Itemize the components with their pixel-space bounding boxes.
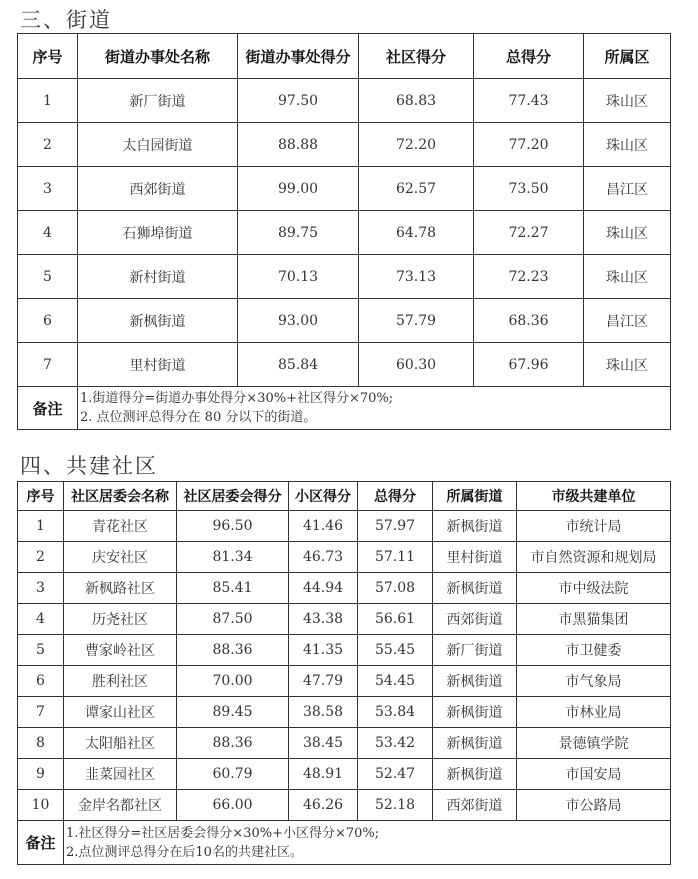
cell-index: 6 [18, 666, 64, 697]
cell-total-score: 55.45 [358, 635, 433, 666]
cell-district: 昌江区 [584, 167, 671, 211]
cell-street: 西郊街道 [433, 604, 517, 635]
cell-community-name: 太阳船社区 [64, 728, 177, 759]
section-4-title: 四、共建社区 [20, 454, 158, 478]
cell-community-name: 新枫路社区 [64, 573, 177, 604]
cell-community-score: 68.83 [359, 79, 474, 123]
cell-office-score: 89.75 [238, 211, 359, 255]
cell-community-score: 72.20 [359, 123, 474, 167]
note-row [18, 387, 671, 430]
cell-partner-unit: 市自然资源和规划局 [517, 542, 671, 573]
cell-community-name: 庆安社区 [64, 542, 177, 573]
cell-partner-unit: 市中级法院 [517, 573, 671, 604]
cell-district: 珠山区 [584, 79, 671, 123]
col-header-partner-unit: 市级共建单位 [517, 482, 671, 511]
table-header-row [18, 34, 671, 79]
note-row [18, 821, 671, 865]
cell-community-name: 金岸名都社区 [64, 790, 177, 821]
cell-district: 珠山区 [584, 255, 671, 299]
cell-committee-score: 87.50 [177, 604, 289, 635]
note-line: 2. 点位测评总得分在 80 分以下的街道。 [80, 410, 317, 425]
cell-office-score: 97.50 [238, 79, 359, 123]
cell-community-name: 胜利社区 [64, 666, 177, 697]
cell-committee-score: 60.79 [177, 759, 289, 790]
cell-index: 7 [18, 343, 78, 387]
cell-neighborhood-score: 46.26 [289, 790, 358, 821]
cell-community-name: 韭菜园社区 [64, 759, 177, 790]
cell-index: 8 [18, 728, 64, 759]
note-content [64, 821, 671, 865]
note-line: 2.点位测评总得分在后10名的共建社区。 [66, 844, 303, 860]
cell-district: 珠山区 [584, 123, 671, 167]
cell-total-score: 57.08 [358, 573, 433, 604]
cell-neighborhood-score: 48.91 [289, 759, 358, 790]
cell-community-name: 谭家山社区 [64, 697, 177, 728]
cell-committee-score: 70.00 [177, 666, 289, 697]
cell-neighborhood-score: 41.46 [289, 511, 358, 542]
streets-table-body [18, 79, 671, 387]
col-header-street: 所属街道 [433, 482, 517, 511]
cell-office-score: 85.84 [238, 343, 359, 387]
cell-neighborhood-score: 38.58 [289, 697, 358, 728]
cell-total-score: 68.36 [474, 299, 584, 343]
cell-partner-unit: 市林业局 [517, 697, 671, 728]
col-header-index: 序号 [18, 34, 78, 79]
cell-street-office: 新枫街道 [78, 299, 238, 343]
cell-committee-score: 66.00 [177, 790, 289, 821]
table-row [18, 123, 671, 167]
cell-index: 6 [18, 299, 78, 343]
cell-neighborhood-score: 44.94 [289, 573, 358, 604]
table-row [18, 79, 671, 123]
table-row [18, 299, 671, 343]
cell-street: 新枫街道 [433, 573, 517, 604]
cell-community-name: 曹家岭社区 [64, 635, 177, 666]
cell-total-score: 72.23 [474, 255, 584, 299]
cell-committee-score: 96.50 [177, 511, 289, 542]
cell-street: 新枫街道 [433, 511, 517, 542]
col-header-community-score: 社区得分 [359, 34, 474, 79]
cell-community-name: 青花社区 [64, 511, 177, 542]
cell-street: 新枫街道 [433, 697, 517, 728]
cell-total-score: 67.96 [474, 343, 584, 387]
cell-partner-unit: 市卫健委 [517, 635, 671, 666]
cell-community-name: 历尧社区 [64, 604, 177, 635]
col-header-district: 所属区 [584, 34, 671, 79]
cell-street: 新枫街道 [433, 666, 517, 697]
table-row [18, 759, 671, 790]
cell-total-score: 53.42 [358, 728, 433, 759]
col-header-index: 序号 [18, 482, 64, 511]
cell-street: 新枫街道 [433, 728, 517, 759]
cell-partner-unit: 市公路局 [517, 790, 671, 821]
cell-total-score: 53.84 [358, 697, 433, 728]
table-row [18, 697, 671, 728]
cell-index: 1 [18, 79, 78, 123]
cell-office-score: 99.00 [238, 167, 359, 211]
table-row [18, 666, 671, 697]
note-line: 1.社区得分=社区居委会得分×30%+小区得分×70%; [66, 825, 380, 841]
cell-index: 5 [18, 255, 78, 299]
cell-street-office: 西郊街道 [78, 167, 238, 211]
cell-total-score: 77.43 [474, 79, 584, 123]
cell-index: 2 [18, 123, 78, 167]
table-row [18, 167, 671, 211]
cell-index: 2 [18, 542, 64, 573]
cell-street-office: 新厂街道 [78, 79, 238, 123]
cell-neighborhood-score: 38.45 [289, 728, 358, 759]
note-line: 1.街道得分=街道办事处得分×30%+社区得分×70%; [80, 391, 394, 406]
cell-index: 10 [18, 790, 64, 821]
col-header-total-score: 总得分 [358, 482, 433, 511]
table-row [18, 511, 671, 542]
cell-street: 新厂街道 [433, 635, 517, 666]
cell-street-office: 石狮埠街道 [78, 211, 238, 255]
cell-committee-score: 88.36 [177, 728, 289, 759]
cell-partner-unit: 市气象局 [517, 666, 671, 697]
table-row [18, 728, 671, 759]
cell-partner-unit: 景德镇学院 [517, 728, 671, 759]
cell-district: 珠山区 [584, 211, 671, 255]
cell-committee-score: 88.36 [177, 635, 289, 666]
cell-partner-unit: 市统计局 [517, 511, 671, 542]
cell-neighborhood-score: 41.35 [289, 635, 358, 666]
cell-total-score: 57.11 [358, 542, 433, 573]
table-header-row [18, 482, 671, 511]
table-row [18, 211, 671, 255]
table-row [18, 255, 671, 299]
col-header-committee-score: 社区居委会得分 [177, 482, 289, 511]
col-header-total-score: 总得分 [474, 34, 584, 79]
cell-total-score: 54.45 [358, 666, 433, 697]
cell-total-score: 57.97 [358, 511, 433, 542]
cell-neighborhood-score: 47.79 [289, 666, 358, 697]
cell-neighborhood-score: 43.38 [289, 604, 358, 635]
cell-street-office: 里村街道 [78, 343, 238, 387]
col-header-neighborhood-score: 小区得分 [289, 482, 358, 511]
cell-street-office: 新村街道 [78, 255, 238, 299]
cell-office-score: 70.13 [238, 255, 359, 299]
cell-index: 3 [18, 573, 64, 604]
cell-index: 5 [18, 635, 64, 666]
cell-community-score: 62.57 [359, 167, 474, 211]
cell-street: 里村街道 [433, 542, 517, 573]
cell-total-score: 73.50 [474, 167, 584, 211]
section-3-title: 三、街道 [20, 8, 112, 32]
cell-index: 9 [18, 759, 64, 790]
cell-committee-score: 81.34 [177, 542, 289, 573]
col-header-street-office: 街道办事处名称 [78, 34, 238, 79]
col-header-community-name: 社区居委会名称 [64, 482, 177, 511]
cell-office-score: 93.00 [238, 299, 359, 343]
cell-committee-score: 89.45 [177, 697, 289, 728]
table-row [18, 542, 671, 573]
table-row [18, 635, 671, 666]
cell-neighborhood-score: 46.73 [289, 542, 358, 573]
cell-street: 新枫街道 [433, 759, 517, 790]
note-content [78, 387, 671, 430]
cell-index: 1 [18, 511, 64, 542]
cell-index: 4 [18, 211, 78, 255]
table-row [18, 573, 671, 604]
table-row [18, 343, 671, 387]
cell-index: 4 [18, 604, 64, 635]
col-header-office-score: 街道办事处得分 [238, 34, 359, 79]
note-label: 备注 [18, 821, 64, 865]
cell-street: 西郊街道 [433, 790, 517, 821]
cell-committee-score: 85.41 [177, 573, 289, 604]
cell-partner-unit: 市国安局 [517, 759, 671, 790]
cell-total-score: 52.47 [358, 759, 433, 790]
cell-total-score: 72.27 [474, 211, 584, 255]
cell-community-score: 57.79 [359, 299, 474, 343]
cell-partner-unit: 市黑猫集团 [517, 604, 671, 635]
communities-table-body [18, 511, 671, 821]
note-label: 备注 [18, 387, 78, 430]
cell-community-score: 64.78 [359, 211, 474, 255]
cell-index: 3 [18, 167, 78, 211]
communities-table [17, 481, 671, 865]
cell-total-score: 56.61 [358, 604, 433, 635]
table-row [18, 790, 671, 821]
cell-total-score: 77.20 [474, 123, 584, 167]
table-row [18, 604, 671, 635]
cell-index: 7 [18, 697, 64, 728]
streets-table [17, 33, 671, 430]
cell-district: 昌江区 [584, 299, 671, 343]
cell-total-score: 52.18 [358, 790, 433, 821]
cell-community-score: 60.30 [359, 343, 474, 387]
cell-community-score: 73.13 [359, 255, 474, 299]
cell-office-score: 88.88 [238, 123, 359, 167]
cell-street-office: 太白园街道 [78, 123, 238, 167]
cell-district: 珠山区 [584, 343, 671, 387]
